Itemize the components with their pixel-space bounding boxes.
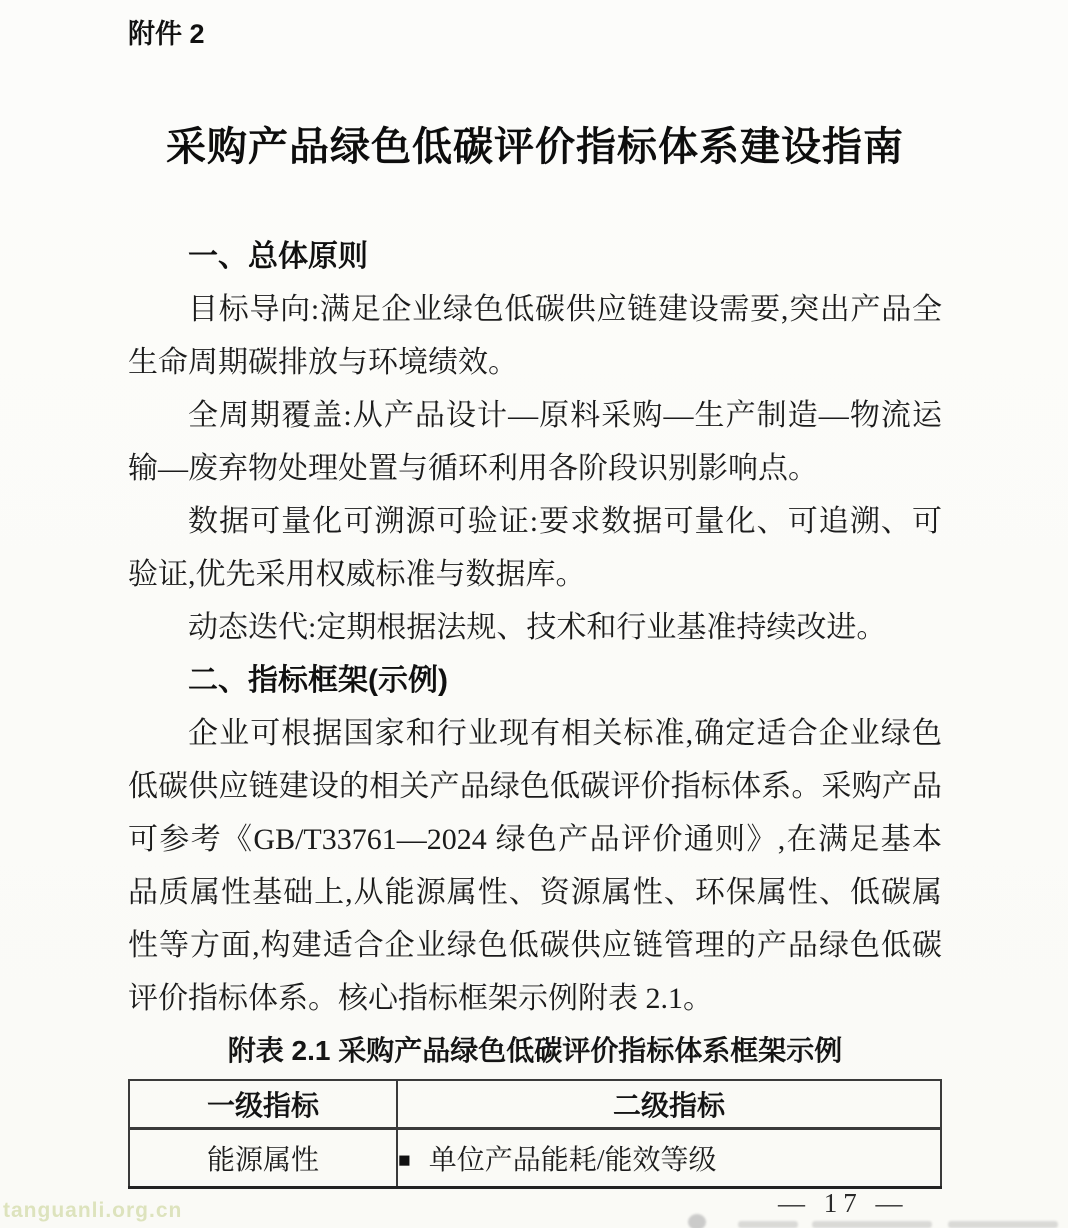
section-heading-1: 一、总体原则 — [188, 240, 368, 273]
document-body — [128, 0, 942, 1189]
scan-artifact-logo — [688, 1214, 706, 1228]
document-title: 采购产品绿色低碳评价指标体系建设指南 — [166, 124, 904, 169]
scan-artifact-strip — [0, 1212, 1068, 1228]
cell-energy-indicator — [397, 1129, 941, 1188]
paragraph-full-cycle-coverage: 全周期覆盖:从产品设计—原料采购—生产制造—物流运输—废弃物处理处置与循环利用各阶段识别影响点。 — [128, 399, 942, 485]
attachment-label: 附件 2 — [128, 19, 205, 49]
header-level2-indicator: 二级指标 — [397, 1080, 941, 1129]
table-header-row — [129, 1080, 941, 1129]
page-number: — 17 — — [778, 1188, 909, 1218]
paragraph-goal-orientation: 目标导向:满足企业绿色低碳供应链建设需要,突出产品全生命周期碳排放与环境绩效。 — [128, 293, 942, 379]
table-row — [129, 1129, 941, 1188]
table-caption: 附表 2.1 采购产品绿色低碳评价指标体系框架示例 — [227, 1035, 843, 1066]
section-heading-2: 二、指标框架(示例) — [188, 664, 448, 697]
paragraph-indicator-framework: 企业可根据国家和行业现有相关标准,确定适合企业绿色低碳供应链建设的相关产品绿色低碳评价指标体系。采购产品可参考《GB/T33761—2024 绿色产品评价通则》,在满足基本品质属性基础上,从能源属性、资源属性、环保属性、低碳属性等方面,构建适合企业绿色低碳供应链管理的产品绿色低碳评价指标体系。核心指标框架示例附表 2.1。 — [128, 717, 942, 1015]
header-level1-indicator: 一级指标 — [129, 1080, 397, 1129]
paragraph-data-verifiability: 数据可量化可溯源可验证:要求数据可量化、可追溯、可验证,优先采用权威标准与数据库。 — [128, 505, 942, 591]
site-watermark: tanguanli.org.cn — [3, 1199, 183, 1222]
scan-artifact-text — [738, 1221, 798, 1228]
cell-energy-indicator-text: 单位产品能耗/能效等级 — [428, 1145, 717, 1176]
cell-energy-attribute: 能源属性 — [129, 1129, 397, 1188]
square-bullet-icon: ■ — [398, 1148, 411, 1172]
indicator-framework-table — [128, 1079, 942, 1189]
scan-artifact-text — [948, 1221, 1058, 1228]
scan-artifact-text — [812, 1221, 932, 1228]
paragraph-dynamic-iteration: 动态迭代:定期根据法规、技术和行业基准持续改进。 — [188, 611, 887, 644]
